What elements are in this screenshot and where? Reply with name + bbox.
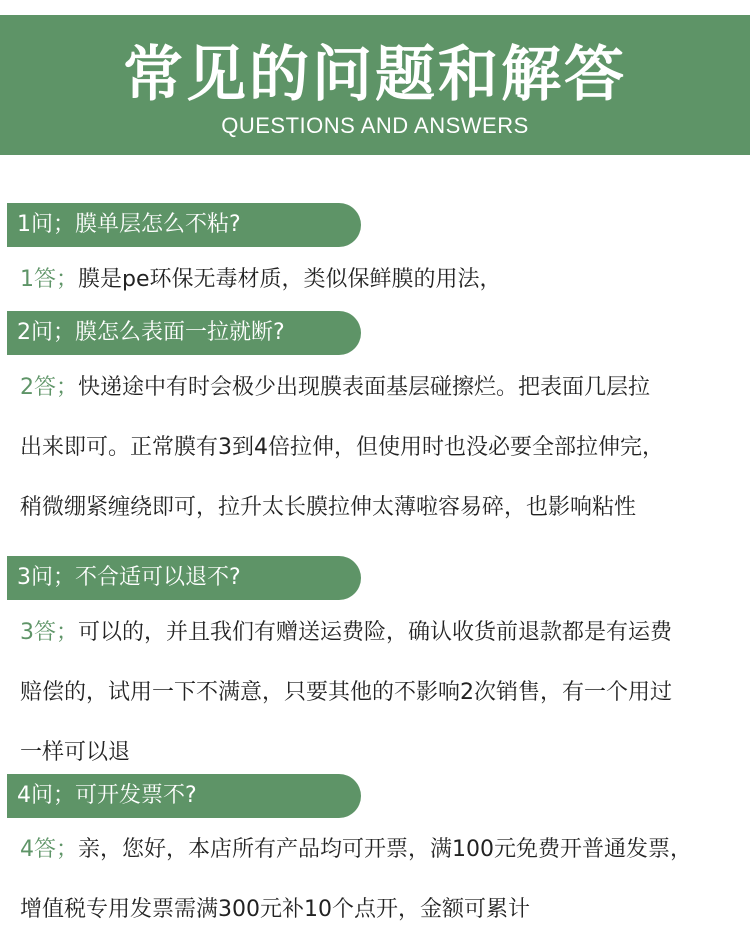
answer-4-prefix: 4答； [20, 837, 78, 862]
header-banner [0, 15, 750, 155]
answer-2-text-1: 快递途中有时会极少出现膜表面基层碰擦烂。把表面几层拉 [78, 375, 651, 400]
answer-4-line-1 [20, 820, 740, 880]
answer-1-text-1: 膜是pe环保无毒材质，类似保鲜膜的用法， [78, 267, 502, 292]
answer-4 [20, 820, 740, 940]
question-1: 1问；膜单层怎么不粘? [7, 203, 361, 247]
answer-3-line-2: 赔偿的，试用一下不满意，只要其他的不影响2次销售，有一个用过 [20, 680, 672, 705]
answer-3 [20, 603, 740, 783]
answer-4-text-1: 亲，您好，本店所有产品均可开票，满100元免费开普通发票， [78, 837, 692, 862]
answer-2-line-2: 出来即可。正常膜有3到4倍拉伸，但使用时也没必要全部拉伸完， [20, 435, 664, 460]
answer-1-prefix: 1答； [20, 267, 78, 292]
answer-1 [20, 250, 740, 310]
answer-2 [20, 358, 740, 538]
answer-3-line-3: 一样可以退 [20, 740, 131, 765]
page-title: 常见的问题和解答 [123, 40, 627, 110]
question-4: 4问；可开发票不? [7, 774, 361, 818]
answer-2-line-3: 稍微绷紧缠绕即可，拉升太长膜拉伸太薄啦容易碎，也影响粘性 [20, 495, 637, 520]
answer-2-prefix: 2答； [20, 375, 78, 400]
answer-3-line-1 [20, 603, 740, 663]
question-3: 3问；不合适可以退不? [7, 556, 361, 600]
answer-2-line-1 [20, 358, 740, 418]
answer-4-line-2: 增值税专用发票需满300元补10个点开，金额可累计 [20, 897, 530, 922]
answer-1-line-1 [20, 250, 740, 310]
answer-3-prefix: 3答； [20, 620, 78, 645]
question-2: 2问；膜怎么表面一拉就断? [7, 311, 361, 355]
page-subtitle: QUESTIONS AND ANSWERS [221, 113, 529, 138]
answer-3-text-1: 可以的，并且我们有赠送运费险，确认收货前退款都是有运费 [78, 620, 673, 645]
